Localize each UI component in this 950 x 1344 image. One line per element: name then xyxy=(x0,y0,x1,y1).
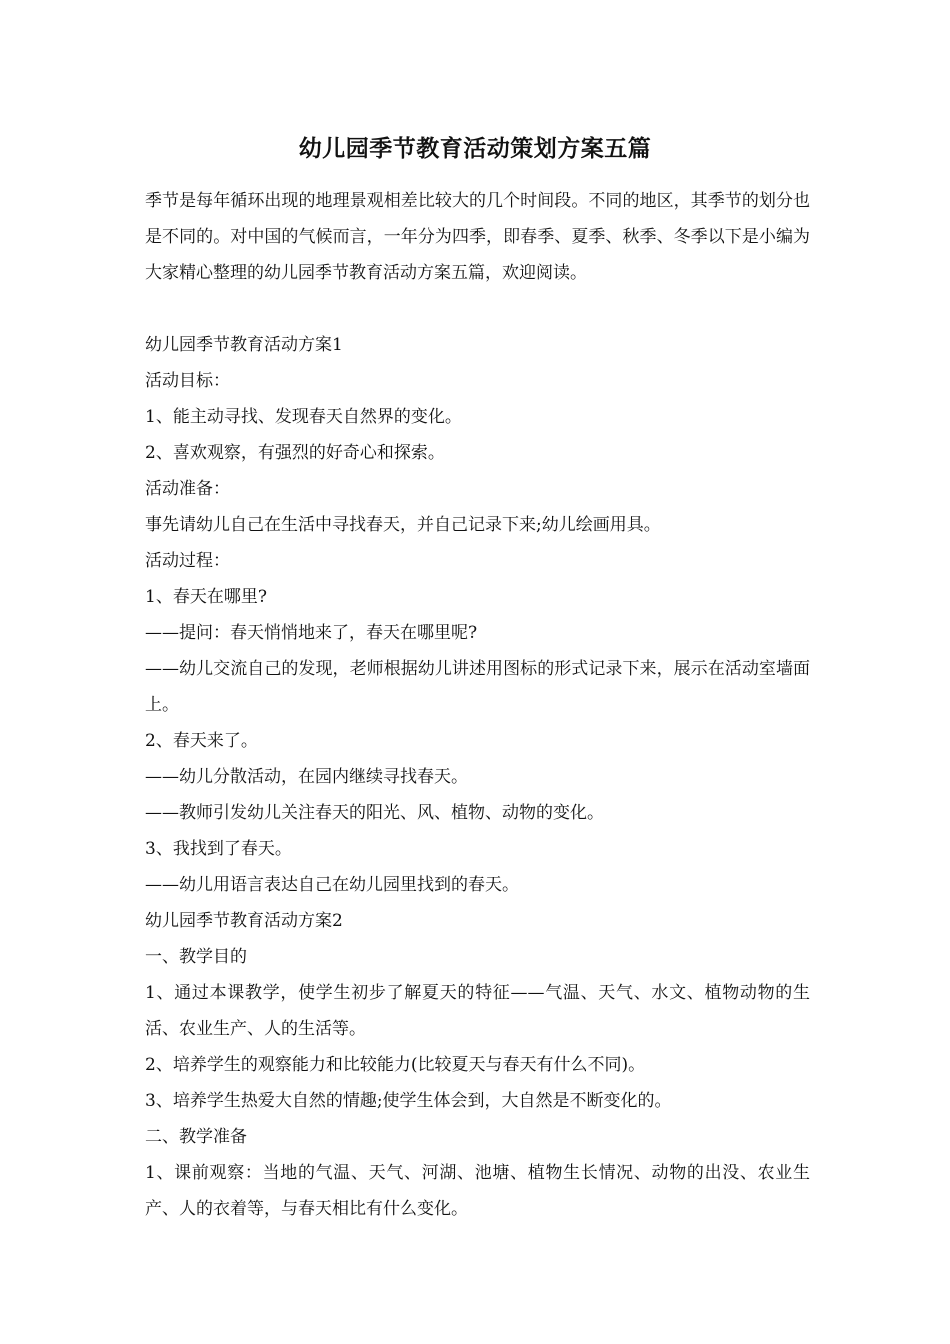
preparation-text: 事先请幼儿自己在生活中寻找春天，并自己记录下来;幼儿绘画用具。 xyxy=(145,515,661,535)
intro-paragraph: 季节是每年循环出现的地理景观相差比较大的几个时间段。不同的地区，其季节的划分也是不同的。对中国的气候而言，一年分为四季，即春季、夏季、秋季、冬季以下是小编为大家精心整理的幼儿园季节教育活动方案五篇，欢迎阅读。 xyxy=(145,191,810,283)
process-step: 3、我找到了春天。 xyxy=(145,839,292,859)
teaching-goal-item: 1、通过本课教学，使学生初步了解夏天的特征——气温、天气、水文、植物动物的生活、农业生产、人的生活等。 xyxy=(145,983,810,1039)
process-detail: ——幼儿分散活动，在园内继续寻找春天。 xyxy=(145,767,468,787)
document-title: 幼儿园季节教育活动策划方案五篇 xyxy=(298,136,652,162)
subheading-teaching-goals: 一、教学目的 xyxy=(145,947,247,967)
goal-item: 1、能主动寻找、发现春天自然界的变化。 xyxy=(145,407,462,427)
process-detail: ——幼儿用语言表达自己在幼儿园里找到的春天。 xyxy=(145,875,519,895)
document-body xyxy=(145,327,810,1227)
process-detail: ——幼儿交流自己的发现，老师根据幼儿讲述用图标的形式记录下来，展示在活动室墙面上。 xyxy=(145,659,810,715)
subheading-activity-goals: 活动目标： xyxy=(145,371,230,391)
subheading-teaching-preparation: 二、教学准备 xyxy=(145,1127,247,1147)
process-detail: ——提问：春天悄悄地来了，春天在哪里呢? xyxy=(145,623,478,643)
process-step: 2、春天来了。 xyxy=(145,731,258,751)
teaching-goal-item: 3、培养学生热爱大自然的情趣;使学生体会到，大自然是不断变化的。 xyxy=(145,1091,672,1111)
teaching-preparation-item: 1、课前观察：当地的气温、天气、河湖、池塘、植物生长情况、动物的出没、农业生产、人的衣着等，与春天相比有什么变化。 xyxy=(145,1163,810,1219)
process-detail: ——教师引发幼儿关注春天的阳光、风、植物、动物的变化。 xyxy=(145,803,604,823)
section-heading-plan-2: 幼儿园季节教育活动方案2 xyxy=(145,911,343,931)
teaching-goal-item: 2、培养学生的观察能力和比较能力(比较夏天与春天有什么不同)。 xyxy=(145,1055,646,1075)
goal-item: 2、喜欢观察，有强烈的好奇心和探索。 xyxy=(145,443,445,463)
subheading-activity-preparation: 活动准备： xyxy=(145,479,230,499)
section-heading-plan-1: 幼儿园季节教育活动方案1 xyxy=(145,335,343,355)
process-step: 1、春天在哪里? xyxy=(145,587,267,607)
subheading-activity-process: 活动过程： xyxy=(145,551,230,571)
